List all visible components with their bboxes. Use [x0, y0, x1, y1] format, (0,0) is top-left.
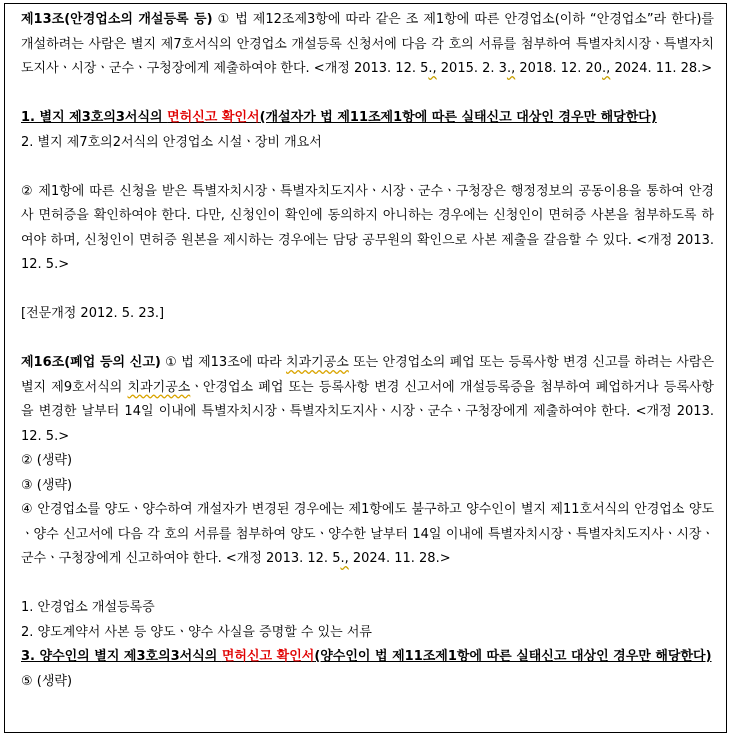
art16-para5: ⑤ (생략) — [21, 673, 73, 689]
art13-para2: ② 제1항에 따른 신청을 받은 특별자치시장ㆍ특별자치도지사ㆍ시장ㆍ군수ㆍ구청장은 행정정보의 공동이용을 통하여 안경사 면허증을 확인하여야 한다. 다만, 신청인이 확인에 동의하지 아니하는 경우에는 신청인이 면허증 사본을 첨부하도록 하여야 하며, 신청인이 면허증 원본을 제시하는 경우에는 담당 공무원의 확인으로 사본 제출을 갈음할 수 있다. <개정 2013. 12. 5.> — [21, 183, 714, 272]
art13-item2: 2. 별지 제7호의2서식의 안경업소 시설ㆍ장비 개요서 — [21, 134, 322, 150]
art16-para2: ② (생략) — [21, 453, 73, 468]
art16-para4: ④ 안경업소를 양도ㆍ양수하여 개설자가 변경된 경우에는 제1항에도 불구하고 양수인이 별지 제11호서식의 안경업소 양도ㆍ양수 신고서에 다음 각 호의 서류를 첨부하여 양도ㆍ양수한 날부터 14일 이내에 특별자치시장ㆍ특별자치도지사ㆍ시장ㆍ군수ㆍ구청장에게 신고하여야 한다. <개정 2013. 12. 5., 2024. 11. 28.> — [21, 502, 714, 566]
art16-para3: ③ (생략) — [21, 477, 73, 493]
art13-heading: 제13조(안경업소의 개설등록 등) — [21, 12, 213, 27]
art16-item3: 3. 양수인의 별지 제3호의3서식의 면허신고 확인서(양수인이 법 제11조제1항에 따른 실태신고 대상인 경우만 해당한다) — [21, 649, 712, 664]
license-report-confirmation-2: 면허신고 확인서 — [221, 649, 315, 664]
art16-heading: 제16조(폐업 등의 신고) — [21, 355, 161, 370]
art13-item1: 1. 별지 제3호의3서식의 면허신고 확인서(개설자가 법 제11조제1항에 따른 실태신고 대상인 경우만 해당한다) — [21, 110, 657, 125]
document-box — [4, 3, 727, 733]
revision-note: [전문개정 2012. 5. 23.] — [21, 306, 165, 321]
art16-item1: 1. 안경업소 개설등록증 — [21, 600, 155, 615]
art13-para1: 제13조(안경업소의 개설등록 등) ① 법 제12조제3항에 따라 같은 조 제1항에 따른 안경업소(이하 “안경업소”라 한다)를 개설하려는 사람은 별지 제7호서식의 안경업소 개설등록 신청서에 다음 각 호의 서류를 첨부하여 특별자치시장ㆍ특별자치도지사ㆍ시장ㆍ군수ㆍ구청장에게 제출하여야 한다. <개정 2013. 12. 5., 2015. 2. 3., 2018. 12. 20., 2024. 11. 28.> — [21, 12, 714, 76]
license-report-confirmation: 면허신고 확인서 — [167, 110, 260, 125]
art16-item2: 2. 양도계약서 사본 등 양도ㆍ양수 사실을 증명할 수 있는 서류 — [21, 624, 372, 640]
art16-para1: 제16조(폐업 등의 신고) ① 법 제13조에 따라 치과기공소 또는 안경업소의 폐업 또는 등록사항 변경 신고를 하려는 사람은 별지 제9호서식의 치과기공소ㆍ안경업소 폐업 또는 등록사항 변경 신고서에 개설등록증을 첨부하여 폐업하거나 등록사항을 변경한 날부터 14일 이내에 특별자치시장ㆍ특별자치도지사ㆍ시장ㆍ군수ㆍ구청장에게 제출하여야 한다. <개정 2013. 12. 5.> — [21, 355, 714, 444]
